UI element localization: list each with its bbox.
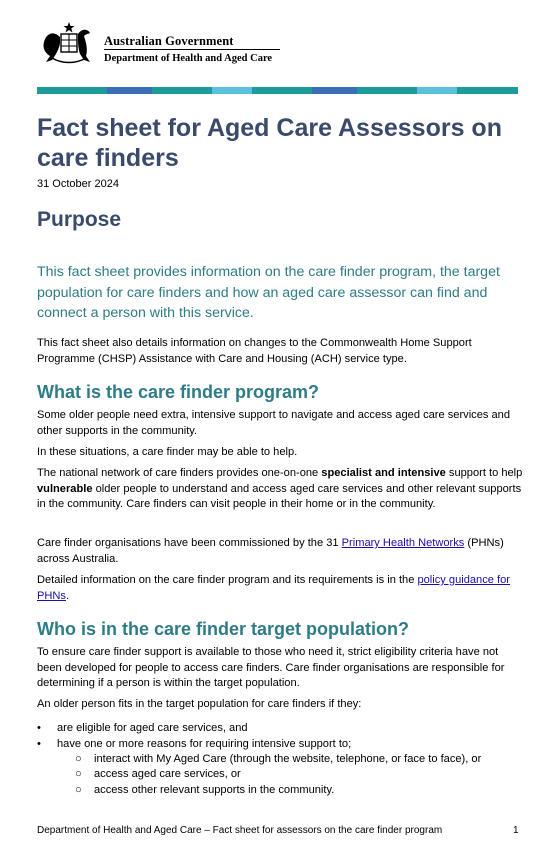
government-name: Australian Government bbox=[104, 34, 234, 48]
header-color-stripe bbox=[37, 87, 518, 94]
list-item-text: are eligible for aged care services, and bbox=[57, 722, 248, 734]
purpose-lead: This fact sheet provides information on the care finder program, the target population for care finders and how an aged care assessor can find and connect a person with this service. bbox=[37, 264, 500, 321]
stripe-segment bbox=[357, 87, 417, 94]
bullet-icon: • bbox=[37, 722, 41, 734]
stripe-segment bbox=[312, 87, 357, 94]
text-run: older people to understand and access aged care services and other relevant supports in the community. Care finders can visit people in their home or in the community. bbox=[37, 482, 522, 510]
stripe-segment bbox=[457, 87, 518, 94]
text-run: support to help bbox=[445, 467, 523, 479]
list-item bbox=[37, 721, 248, 737]
policy-guidance-link[interactable]: policy guidance for PHNs bbox=[37, 574, 510, 602]
stripe-segment bbox=[252, 87, 312, 94]
sub-list-item bbox=[75, 767, 241, 783]
section1-paragraph bbox=[37, 466, 524, 513]
section2-paragraph: An older person fits in the target population for care finders if they: bbox=[37, 698, 362, 710]
stripe-segment bbox=[212, 87, 252, 94]
section-heading-target-population: Who is in the care finder target population? bbox=[37, 619, 410, 639]
stripe-segment bbox=[152, 87, 212, 94]
stripe-segment bbox=[417, 87, 457, 94]
text-run: Detailed information on the care finder program and its requirements is in the bbox=[37, 574, 418, 586]
section2-paragraph: To ensure care finder support is available to those who need it, strict eligibility criteria have not been developed for people to access care finders. Care finder organisations are responsible for determining if a person is within the target population. bbox=[37, 646, 505, 689]
section1-paragraph bbox=[37, 573, 524, 604]
coat-of-arms-icon bbox=[38, 20, 100, 64]
section1-paragraph: Some older people need extra, intensive support to navigate and access aged care services and other supports in the community. bbox=[37, 409, 511, 437]
purpose-body: This fact sheet also details information on changes to the Commonwealth Home Support Programme (CHSP) Assistance with Care and Housing (ACH) service type. bbox=[37, 337, 472, 365]
text-run: Care finder organisations have been commissioned by the 31 bbox=[37, 537, 342, 549]
bullet-icon: • bbox=[37, 738, 41, 750]
text-run: The national network of care finders provides one-on-one bbox=[37, 467, 322, 479]
section1-paragraph: In these situations, a care finder may be able to help. bbox=[37, 446, 298, 458]
section1-paragraph bbox=[37, 536, 524, 567]
hollow-bullet-icon: ○ bbox=[75, 753, 82, 765]
sub-list-item bbox=[75, 783, 334, 799]
department-name: Department of Health and Aged Care bbox=[104, 53, 273, 64]
stripe-segment bbox=[37, 87, 107, 94]
bold-text: vulnerable bbox=[37, 482, 93, 495]
page-title: Fact sheet for Aged Care Assessors on care finders bbox=[37, 114, 502, 172]
list-item-text: access other relevant supports in the community. bbox=[94, 784, 335, 796]
sub-list-item bbox=[75, 752, 481, 768]
list-item-text: interact with My Aged Care (through the website, telephone, or face to face), or bbox=[94, 753, 482, 765]
page-footer: Department of Health and Aged Care – Fact sheet for assessors on the care finder program bbox=[37, 825, 443, 836]
list-item-text: access aged care services, or bbox=[94, 768, 241, 780]
list-item bbox=[37, 737, 351, 753]
phn-link[interactable]: Primary Health Networks bbox=[341, 537, 465, 549]
bold-text: specialist and intensive bbox=[321, 467, 446, 479]
text-run: . bbox=[65, 589, 70, 602]
section-heading-what-is: What is the care finder program? bbox=[37, 382, 320, 402]
purpose-heading: Purpose bbox=[37, 208, 122, 231]
publication-date: 31 October 2024 bbox=[37, 178, 119, 190]
hollow-bullet-icon: ○ bbox=[75, 768, 82, 780]
text-run: (PHNs) across Australia. bbox=[37, 537, 504, 565]
page-number: 1 bbox=[513, 825, 519, 836]
header-divider bbox=[104, 49, 280, 50]
list-item-text: have one or more reasons for requiring intensive support to; bbox=[57, 738, 352, 750]
stripe-segment bbox=[107, 87, 152, 94]
hollow-bullet-icon: ○ bbox=[75, 784, 82, 796]
